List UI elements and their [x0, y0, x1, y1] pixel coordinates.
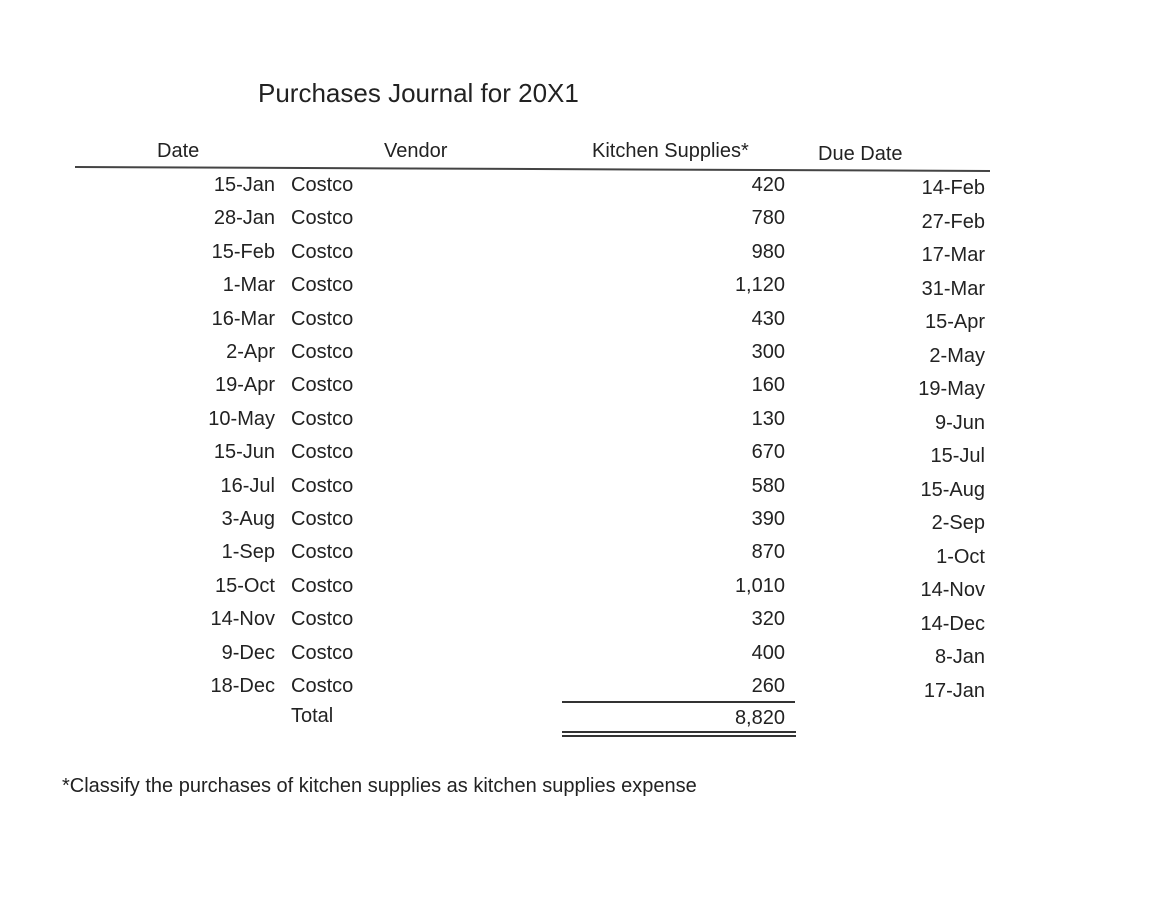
- row-date: 2-Apr: [226, 341, 275, 363]
- row-amount: 670: [751, 441, 785, 464]
- row-due: 15-Apr: [924, 311, 985, 333]
- total-label: Total: [291, 705, 334, 727]
- header-vendor: Vendor: [384, 140, 448, 162]
- row-due: 17-Mar: [921, 244, 985, 266]
- sum-rule: [562, 701, 795, 703]
- row-vendor: Costco: [291, 307, 354, 330]
- double-underline-top: [562, 731, 796, 733]
- row-vendor: Costco: [291, 474, 354, 497]
- row-date: 1-Mar: [222, 274, 275, 297]
- row-vendor: Costco: [291, 508, 354, 530]
- row-date: 1-Sep: [221, 541, 275, 564]
- row-amount: 1,120: [734, 274, 785, 297]
- row-vendor: Costco: [291, 207, 354, 230]
- row-amount: 130: [751, 407, 785, 430]
- row-amount: 300: [751, 341, 785, 363]
- row-amount: 320: [751, 608, 785, 631]
- row-due: 9-Jun: [934, 411, 985, 434]
- header-divider: [75, 166, 990, 172]
- row-date: 14-Nov: [210, 608, 275, 631]
- double-underline-bottom: [562, 735, 796, 737]
- row-date: 9-Dec: [221, 641, 275, 664]
- row-vendor: Costco: [291, 374, 354, 397]
- row-date: 16-Jul: [220, 474, 275, 497]
- row-due: 19-May: [918, 378, 985, 400]
- row-vendor: Costco: [291, 675, 354, 697]
- row-vendor: Costco: [291, 541, 354, 564]
- row-vendor: Costco: [291, 407, 354, 430]
- row-due: 2-May: [929, 344, 985, 367]
- row-due: 27-Feb: [921, 210, 985, 233]
- row-date: 15-Feb: [211, 240, 275, 263]
- row-vendor: Costco: [291, 240, 354, 263]
- row-date: 15-Oct: [214, 574, 275, 597]
- row-amount: 160: [751, 374, 785, 397]
- header-date: Date: [157, 140, 200, 162]
- row-amount: 260: [751, 675, 785, 697]
- row-date: 18-Dec: [210, 675, 275, 697]
- row-vendor: Costco: [291, 641, 354, 664]
- row-vendor: Costco: [291, 441, 354, 464]
- footnote: *Classify the purchases of kitchen supplies as kitchen supplies expense: [62, 775, 697, 797]
- row-amount: 390: [751, 508, 785, 530]
- row-due: 14-Nov: [920, 579, 985, 601]
- row-due: 17-Jan: [923, 679, 985, 702]
- row-date: 15-Jun: [213, 441, 275, 464]
- total-amount: 8,820: [734, 707, 785, 729]
- row-vendor: Costco: [291, 608, 354, 631]
- row-amount: 980: [751, 240, 785, 263]
- row-due: 14-Feb: [921, 177, 985, 199]
- row-amount: 580: [751, 474, 785, 497]
- row-date: 15-Jan: [213, 174, 275, 196]
- header-kitchen-supplies: Kitchen Supplies*: [592, 140, 749, 162]
- row-vendor: Costco: [291, 274, 354, 297]
- row-date: 3-Aug: [221, 508, 275, 530]
- row-due: 31-Mar: [921, 277, 985, 300]
- row-due: 8-Jan: [934, 646, 985, 668]
- row-due: 15-Jul: [930, 445, 985, 467]
- row-due: 15-Aug: [920, 478, 985, 501]
- row-amount: 1,010: [734, 574, 785, 597]
- row-date: 28-Jan: [213, 207, 275, 230]
- row-amount: 870: [751, 541, 785, 564]
- page-title: Purchases Journal for 20X1: [258, 78, 579, 108]
- header-due-date: Due Date: [818, 143, 903, 165]
- row-date: 16-Mar: [211, 307, 275, 330]
- row-date: 19-Apr: [214, 374, 275, 397]
- row-amount: 420: [751, 174, 785, 196]
- row-due: 2-Sep: [931, 512, 985, 534]
- row-amount: 430: [751, 307, 785, 330]
- row-vendor: Costco: [291, 174, 354, 196]
- row-amount: 780: [751, 207, 785, 230]
- row-vendor: Costco: [291, 341, 354, 363]
- row-amount: 400: [751, 641, 785, 664]
- row-date: 10-May: [208, 407, 275, 430]
- row-vendor: Costco: [291, 574, 354, 597]
- row-due: 14-Dec: [920, 612, 985, 635]
- row-due: 1-Oct: [936, 545, 985, 568]
